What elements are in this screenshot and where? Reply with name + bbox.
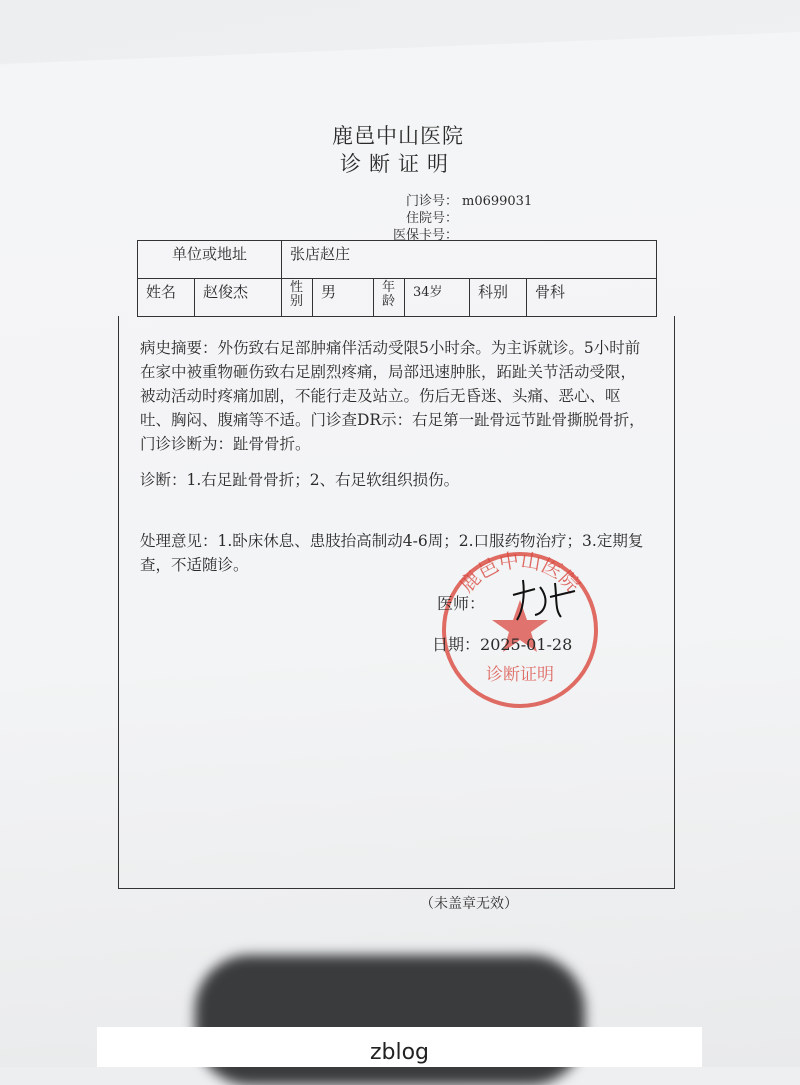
outpatient-number: 门诊号： m0699031 — [405, 194, 533, 209]
document-title: 诊断证明 — [340, 152, 456, 176]
name-value: 赵俊杰 — [195, 279, 282, 317]
sex-value: 男 — [313, 279, 374, 317]
insurance-card-number: 医保卡号： — [392, 228, 458, 243]
diagnosis: 诊断：1.右足趾骨骨折；2、右足软组织损伤。 — [140, 471, 460, 489]
age-label: 年龄 — [374, 279, 405, 317]
treatment-advice: 处理意见：1.卧床休息、患肢抬高制动4-6周；2.口服药物治疗；3.定期复查，不适随诊。 — [140, 532, 644, 574]
patient-info-table — [137, 240, 657, 317]
address-value: 张店赵庄 — [282, 241, 657, 279]
address-label: 单位或地址 — [138, 241, 282, 279]
watermark: zblog — [97, 1027, 702, 1067]
inpatient-number: 住院号： — [405, 211, 458, 226]
doctor-label: 医师： — [437, 594, 486, 613]
age-value: 34岁 — [405, 279, 470, 317]
dept-value: 骨科 — [527, 279, 657, 317]
medical-history: 病史摘要：外伤致右足部肿痛伴活动受限5小时余。为主诉就诊。5小时前在家中被重物砸伤致右足剧烈疼痛，局部迅速肿胀，跖趾关节活动受限，被动活动时疼痛加剧，不能行走及站立。伤后无昏迷、头痛、恶心、呕吐、胸闷、腹痛等不适。门诊查DR示：右足第一趾骨远节趾骨撕脱骨折，门诊诊断为：趾骨骨折。 — [140, 339, 645, 453]
footer-note: （未盖章无效） — [420, 896, 518, 912]
date-line: 日期：2025-01-28 — [432, 635, 573, 654]
hospital-stamp — [430, 545, 610, 715]
sex-label: 性别 — [282, 279, 313, 317]
svg-text:诊断证明: 诊断证明 — [486, 665, 554, 685]
svg-text:鹿邑中山医院: 鹿邑中山医院 — [454, 547, 586, 598]
doctor-signature — [505, 575, 585, 625]
name-label: 姓名 — [138, 279, 195, 317]
hospital-name: 鹿邑中山医院 — [332, 124, 464, 148]
dept-label: 科别 — [470, 279, 527, 317]
